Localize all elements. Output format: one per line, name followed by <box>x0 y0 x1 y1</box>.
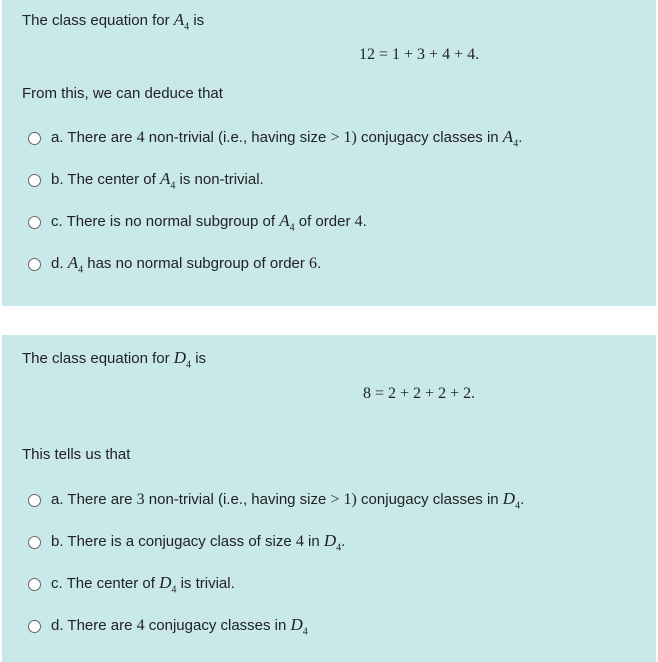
radio-button[interactable] <box>28 216 41 229</box>
intro-text: The class equation for <box>22 12 174 29</box>
option-label: a. There are 4 non-trivial (i.e., having size > 1) conjugacy classes in $A_4$. <box>51 126 523 150</box>
question-lead: From this, we can deduce that <box>22 85 223 102</box>
option-label: c. There is no normal subgroup of $A_4$ of order 4. <box>51 210 367 234</box>
option-d[interactable] <box>28 615 308 637</box>
group-symbol: $A_4$ <box>173 10 190 33</box>
group-symbol: $D_4$ <box>173 348 192 371</box>
option-c[interactable] <box>28 211 367 233</box>
class-equation: 8 = 2 + 2 + 2 + 2. <box>363 385 476 402</box>
question-intro <box>22 348 206 370</box>
intro-suffix: is <box>191 350 207 367</box>
intro-suffix: is <box>189 12 205 29</box>
option-a[interactable] <box>28 127 522 149</box>
radio-button[interactable] <box>28 494 41 507</box>
option-b[interactable] <box>28 169 264 191</box>
radio-button[interactable] <box>28 258 41 271</box>
option-label: b. The center of $A_4$ is non-trivial. <box>51 168 264 192</box>
radio-button[interactable] <box>28 620 41 633</box>
radio-button[interactable] <box>28 174 41 187</box>
question-intro <box>22 10 204 32</box>
option-b[interactable] <box>28 531 345 553</box>
radio-button[interactable] <box>28 132 41 145</box>
question-lead: This tells us that <box>22 446 131 463</box>
intro-text: The class equation for <box>22 350 174 367</box>
option-c[interactable] <box>28 573 235 595</box>
option-label: d. There are 4 conjugacy classes in $D_4$ <box>51 614 308 638</box>
radio-button[interactable] <box>28 536 41 549</box>
class-equation: 12 = 1 + 3 + 4 + 4. <box>359 46 480 63</box>
option-label: a. There are 3 non-trivial (i.e., having size > 1) conjugacy classes in $D_4$. <box>51 488 525 512</box>
option-label: b. There is a conjugacy class of size 4 in $D_4$. <box>51 530 346 554</box>
option-label: c. The center of $D_4$ is trivial. <box>51 572 235 596</box>
option-a[interactable] <box>28 489 524 511</box>
radio-button[interactable] <box>28 578 41 591</box>
option-label: d. $A_4$ has no normal subgroup of order 6. <box>51 252 322 276</box>
option-d[interactable] <box>28 253 321 275</box>
question-card-1 <box>2 0 656 306</box>
question-card-2 <box>2 335 656 662</box>
